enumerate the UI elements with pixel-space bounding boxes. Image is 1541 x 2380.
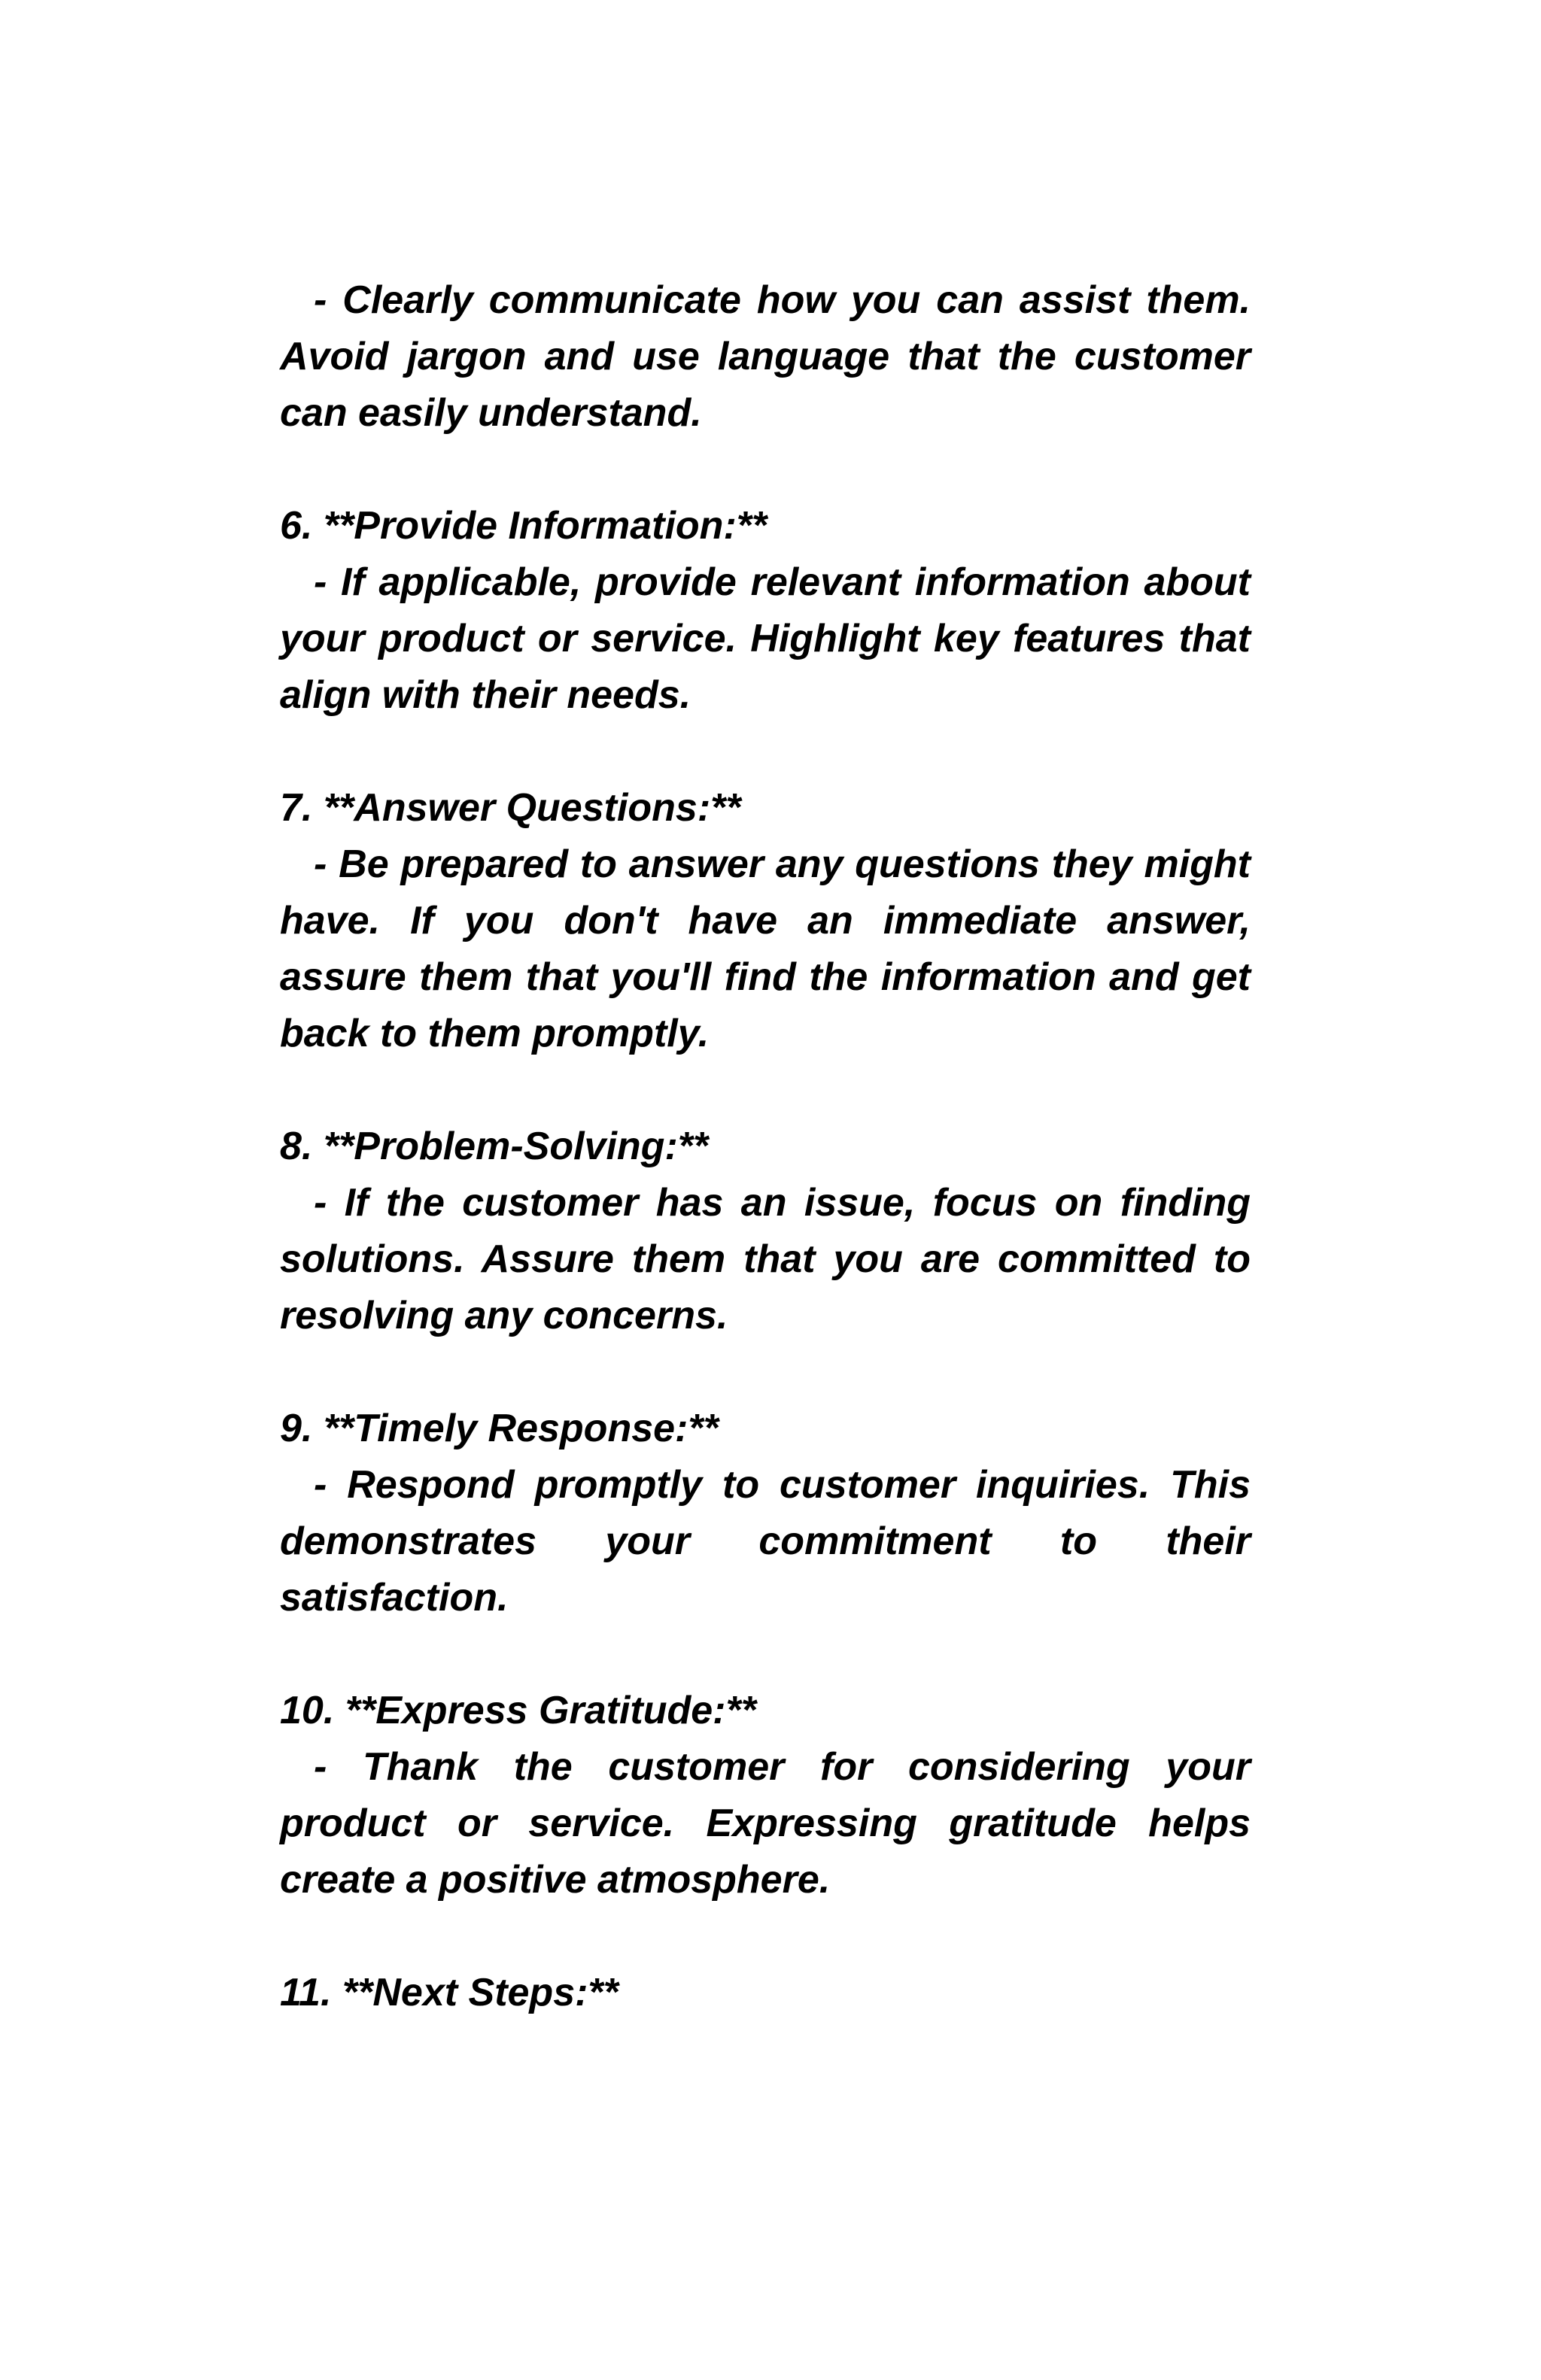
section-body-problem-solving: - If the customer has an issue, focus on finding solutions. Assure them that you are committed to resolving any concerns.: [280, 1181, 1251, 1337]
intro-paragraph: - Clearly communicate how you can assist them. Avoid jargon and use language that the customer can easily understand.: [280, 278, 1251, 435]
section-heading-timely-response: 9. **Timely Response:**: [280, 1407, 719, 1450]
text-column: [280, 272, 1251, 2021]
section-heading-answer-questions: 7. **Answer Questions:**: [280, 786, 741, 830]
section-heading-express-gratitude: 10. **Express Gratitude:**: [280, 1689, 756, 1732]
section-heading-next-steps: 11. **Next Steps:**: [280, 1971, 619, 2014]
section-body-express-gratitude: - Thank the customer for considering your product or service. Expressing gratitude helps create a positive atmosphere.: [280, 1745, 1251, 1902]
section-heading-provide-information: 6. **Provide Information:**: [280, 504, 767, 548]
section-body-timely-response: - Respond promptly to customer inquiries. This demonstrates your commitment to their satisfaction.: [280, 1463, 1251, 1620]
section-body-provide-information: - If applicable, provide relevant information about your product or service. Highlight key features that align with their needs.: [280, 560, 1251, 717]
section-heading-problem-solving: 8. **Problem-Solving:**: [280, 1125, 709, 1168]
section-body-answer-questions: - Be prepared to answer any questions they might have. If you don't have an immediate answer, assure them that you'll find the information and get back to them promptly.: [280, 842, 1251, 1055]
